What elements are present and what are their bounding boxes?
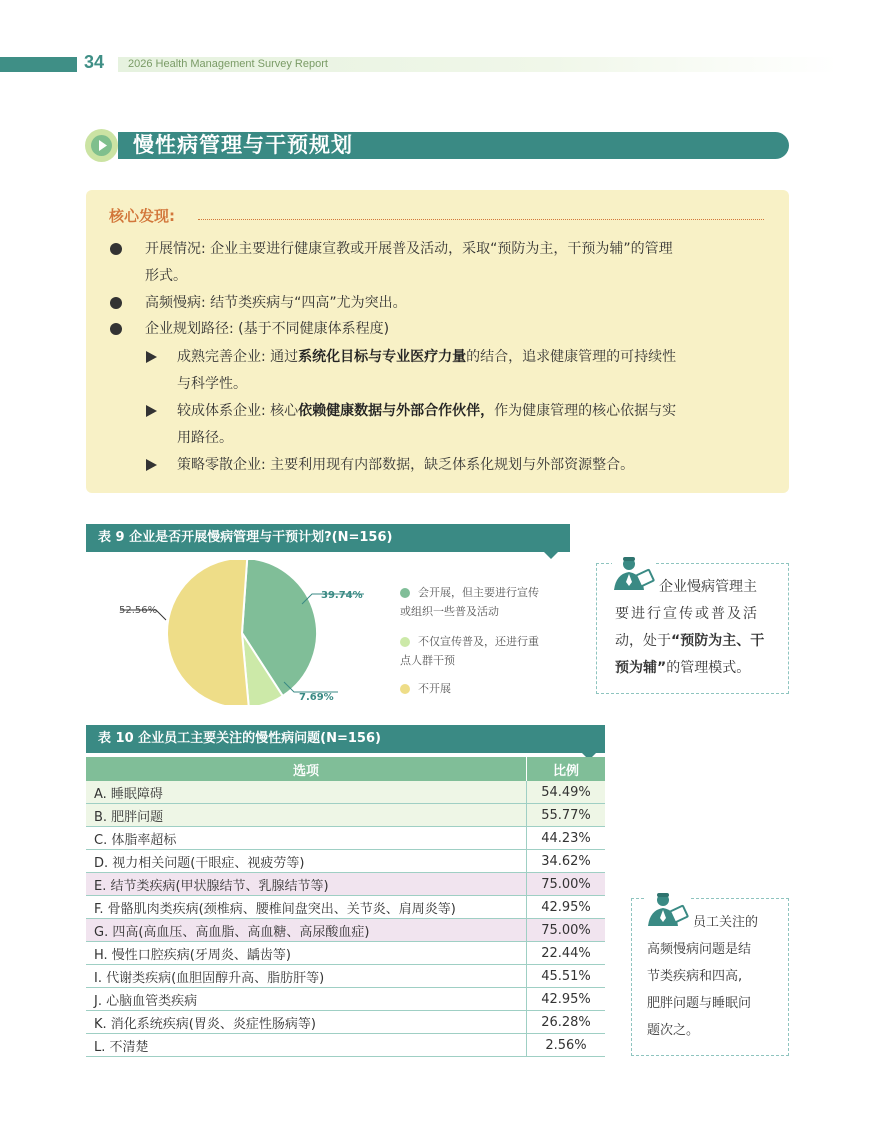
table-row <box>86 919 605 942</box>
legend-label-cont: 或组织一些普及活动 <box>400 605 499 618</box>
row-option: L. 不清楚 <box>86 1034 527 1057</box>
table10-title: 表 10 企业员工主要关注的慢性病问题(N=156) <box>86 725 605 753</box>
row-ratio: 42.95% <box>527 988 606 1011</box>
person-icon <box>646 892 690 928</box>
leader-line <box>300 592 370 606</box>
leader-line <box>118 608 178 626</box>
table-row <box>86 1034 605 1057</box>
legend-label: 不开展 <box>418 682 451 695</box>
table-row <box>86 804 605 827</box>
section-title: 慢性病管理与干预规划 <box>133 133 353 157</box>
row-ratio: 22.44% <box>527 942 606 965</box>
row-ratio: 75.00% <box>527 873 606 896</box>
finding-item: 高频慢病: 结节类疾病与“四高”尤为突出。 <box>145 295 407 311</box>
row-ratio: 34.62% <box>527 850 606 873</box>
callout2-line: 高频慢病问题是结 <box>647 942 752 957</box>
play-icon <box>91 135 112 156</box>
table10 <box>86 757 605 1057</box>
row-ratio: 54.49% <box>527 781 606 804</box>
table-row <box>86 965 605 988</box>
table-row <box>86 1011 605 1034</box>
triangle-bullet-icon <box>146 405 157 417</box>
row-ratio: 44.23% <box>527 827 606 850</box>
leader-line <box>282 680 342 700</box>
bullet-icon <box>110 323 122 335</box>
sub-finding-cont: 与科学性。 <box>177 376 247 392</box>
row-ratio: 75.00% <box>527 919 606 942</box>
row-option: J. 心脑血管类疾病 <box>86 988 527 1011</box>
page-number: 34 <box>84 52 105 72</box>
callout1-line: 企业慢病管理主 <box>659 579 757 595</box>
dotted-divider <box>198 219 764 220</box>
header-accent-bar <box>0 57 77 72</box>
table-row <box>86 942 605 965</box>
legend-label: 会开展，但主要进行宣传 <box>418 586 539 599</box>
callout2-line: 员工关注的 <box>693 915 759 930</box>
legend-label: 不仅宣传普及，还进行重 <box>418 635 539 648</box>
sub-finding-cont: 用路径。 <box>177 430 233 446</box>
table-row <box>86 896 605 919</box>
table9-title: 表 9 企业是否开展慢病管理与干预计划?(N=156) <box>86 524 570 552</box>
table-row <box>86 827 605 850</box>
callout1-line: 要进行宣传或普及活 <box>615 606 759 622</box>
row-option: E. 结节类疾病(甲状腺结节、乳腺结节等) <box>86 873 527 896</box>
col-header-option: 选项 <box>86 757 527 781</box>
row-option: A. 睡眠障碍 <box>86 781 527 804</box>
finding-item: 开展情况: 企业主要进行健康宣教或开展普及活动，采取“预防为主，干预为辅”的管理 <box>145 241 673 257</box>
row-ratio: 55.77% <box>527 804 606 827</box>
table-row <box>86 850 605 873</box>
legend-swatch <box>400 588 410 598</box>
row-ratio: 26.28% <box>527 1011 606 1034</box>
bullet-icon <box>110 297 122 309</box>
pie-slice-notstart <box>167 560 249 705</box>
legend-swatch <box>400 684 410 694</box>
row-option: F. 骨骼肌肉类疾病(颈椎病、腰椎间盘突出、关节炎、肩周炎等) <box>86 896 527 919</box>
legend-swatch <box>400 637 410 647</box>
row-ratio: 2.56% <box>527 1034 606 1057</box>
row-option: I. 代谢类疾病(血胆固醇升高、脂肪肝等) <box>86 965 527 988</box>
table-row <box>86 873 605 896</box>
row-option: C. 体脂率超标 <box>86 827 527 850</box>
row-option: K. 消化系统疾病(胃炎、炎症性肠病等) <box>86 1011 527 1034</box>
callout1-line: 预为辅”的管理模式。 <box>615 660 751 676</box>
finding-item: 企业规划路径: (基于不同健康体系程度) <box>145 321 390 337</box>
row-option: G. 四高(高血压、高血脂、高血糖、高尿酸血症) <box>86 919 527 942</box>
callout2-line: 题次之。 <box>647 1023 700 1038</box>
col-header-ratio: 比例 <box>527 757 606 781</box>
row-ratio: 45.51% <box>527 965 606 988</box>
table-row <box>86 988 605 1011</box>
table-row <box>86 781 605 804</box>
pie-value-label-promote: 39.74% <box>321 590 363 601</box>
sub-finding: 成熟完善企业: 通过系统化目标与专业医疗力量的结合，追求健康管理的可持续性 <box>177 349 677 365</box>
callout2-line: 节类疾病和四高, <box>647 969 743 984</box>
row-option: H. 慢性口腔疾病(牙周炎、龋齿等) <box>86 942 527 965</box>
row-ratio: 42.95% <box>527 896 606 919</box>
sub-finding: 策略零散企业: 主要利用现有内部数据，缺乏体系化规划与外部资源整合。 <box>177 457 635 473</box>
row-option: D. 视力相关问题(干眼症、视疲劳等) <box>86 850 527 873</box>
callout1-line: 动，处于“预防为主、干 <box>615 633 765 649</box>
callout2-line: 肥胖问题与睡眠问 <box>647 996 752 1011</box>
pie-value-label-notstart: 52.56% <box>119 605 158 616</box>
triangle-bullet-icon <box>146 351 157 363</box>
person-icon <box>612 556 656 592</box>
finding-item-cont: 形式。 <box>145 268 187 284</box>
header-notch <box>544 552 558 559</box>
legend-label-cont: 点人群干预 <box>400 654 455 667</box>
row-option: B. 肥胖问题 <box>86 804 527 827</box>
triangle-bullet-icon <box>146 459 157 471</box>
core-findings-title: 核心发现: <box>109 207 175 225</box>
pie-value-label-intervene: 7.69% <box>299 692 334 703</box>
bullet-icon <box>110 243 122 255</box>
sub-finding: 较成体系企业: 核心依赖健康数据与外部合作伙伴，作为健康管理的核心依据与实 <box>177 403 677 419</box>
report-title: 2026 Health Management Survey Report <box>128 58 328 70</box>
